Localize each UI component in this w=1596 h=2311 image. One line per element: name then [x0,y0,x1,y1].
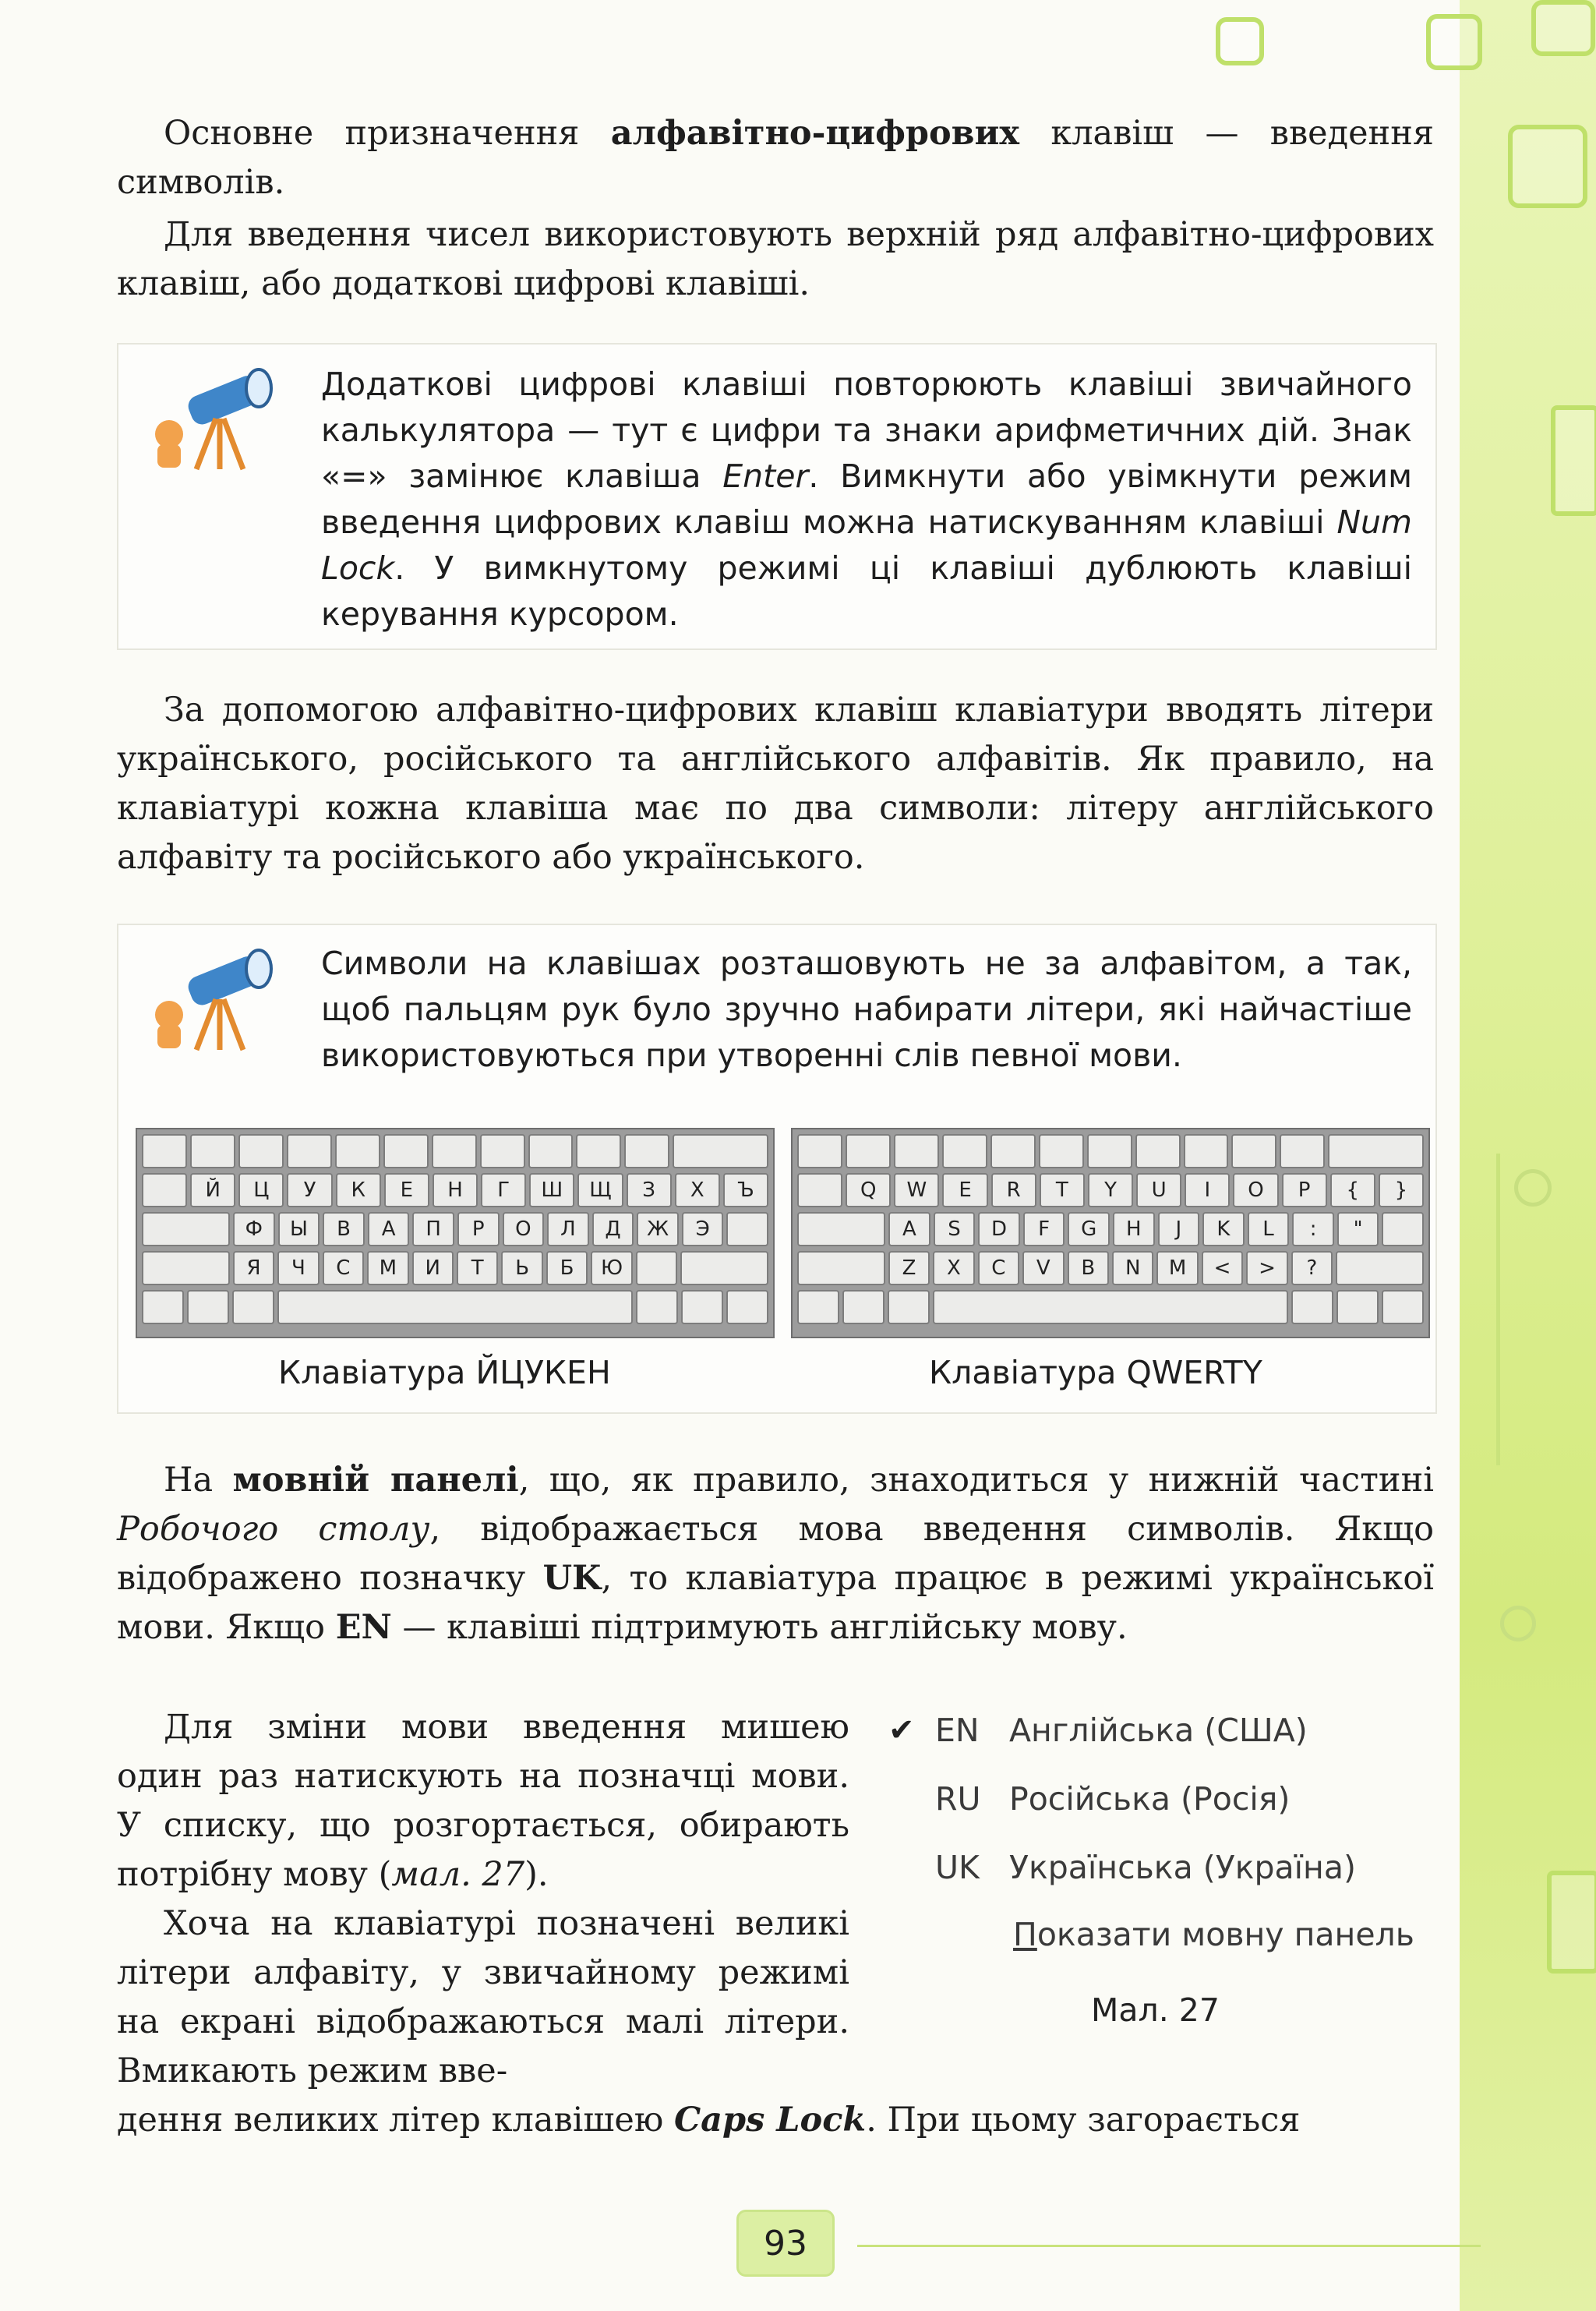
keyboard-key: Н [433,1173,478,1207]
keyboard-key: Ф [233,1212,275,1246]
note-box-numpad [117,343,1437,650]
keyboard-key [726,1290,768,1324]
key-name-numlock: Num Lock [321,504,1412,587]
keyboard-key [576,1134,621,1168]
keyboard-key: L [1248,1212,1290,1246]
keyboard-key: Ш [529,1173,574,1207]
keyboard-key [797,1251,885,1285]
language-code: UK [935,1849,980,1886]
keyboard-key: K [1202,1212,1245,1246]
keyboard-key: М [367,1251,408,1285]
keyboard-row-bottom [797,1251,1424,1285]
keyboard-key: O [1233,1173,1278,1207]
keyboard-key: F [1023,1212,1065,1246]
keyboard-key [432,1134,477,1168]
keyboard-key [1382,1212,1424,1246]
keyboard-key [1184,1134,1229,1168]
key-name-enter: Enter [722,458,809,495]
keyboard-key: S [934,1212,976,1246]
keyboard-key: Я [233,1251,274,1285]
keyboard-key: П [412,1212,454,1246]
page-number: 93 [736,2210,835,2277]
check-icon: ✔ [888,1712,915,1748]
keyboard-key [142,1251,230,1285]
decorative-line [857,2245,1481,2247]
keyboard-key: К [336,1173,381,1207]
language-name: Українська (Україна) [1009,1849,1356,1886]
keyboard-space-key [277,1290,632,1324]
keyboard-key [681,1290,723,1324]
decorative-line [1496,1154,1500,1465]
keyboard-key [528,1134,574,1168]
keyboard-key: Д [592,1212,634,1246]
decorative-circle [1514,1169,1552,1207]
keyboard-key: > [1246,1251,1287,1285]
keyboard-key: M [1156,1251,1198,1285]
keyboard-key [142,1134,187,1168]
keyboard-key: С [323,1251,364,1285]
paragraph-key-purpose: Основне призначення алфавітно-цифрових клавіш — введення символів. [117,114,1435,202]
keyboard-key [383,1134,429,1168]
keyboard-key [1328,1134,1424,1168]
keyboard-key: Ч [277,1251,319,1285]
telescope-mascot-icon [142,941,282,1058]
keyboard-key [1135,1134,1181,1168]
keyboard-key: Ж [637,1212,679,1246]
paragraph-alphabets: За допомогою алфавітно-цифрових клавіш клавіатури вводять літери українського, російського та англійського алфавітів. Як правило, на клавіатурі кожна клавіша має по два символи: літеру англійського алфавіту та російського або українського. [117,691,1434,877]
language-name: Англійська (США) [1009,1712,1308,1749]
keyboard-key: : [1292,1212,1334,1246]
keyboard-key: О [503,1212,545,1246]
keyboard-key: P [1282,1173,1327,1207]
keyboard-key [1336,1251,1424,1285]
decorative-square [1547,1871,1596,1974]
keyboard-key: Q [846,1173,891,1207]
keyboard-key [142,1212,230,1246]
keyboard-key: Ц [238,1173,284,1207]
keyboard-key [894,1134,939,1168]
keyboard-row-top [142,1173,768,1207]
keyboard-key: T [1040,1173,1085,1207]
note-text-numpad: Додаткові цифрові клавіші повторюють клавіші звичайного калькулятора — тут є цифри та знаки арифметичних дій. Знак «=» замінює клавіша Enter. Вимкнути або увімкнути режим введення цифрових клавіш можна натискуванням клавіші Num Lock. У вимкнутому режимі ці клавіші дублюють клавіші керування курсором. [321,366,1412,633]
note-text-layout: Символи на клавішах розташовують не за алфавітом, а так, щоб пальцям рук було зручно набирати літери, які найчастіше використовуються при утворенні слів певної мови. [321,945,1412,1074]
keyboard-key: E [942,1173,987,1207]
keyboard-space-key [933,1290,1287,1324]
caption-jcuken: Клавіатура ЙЦУКЕН [278,1354,611,1391]
figure-caption: Мал. 27 [1091,1991,1220,2029]
keyboard-key: Т [457,1251,498,1285]
keyboard-key [1087,1134,1132,1168]
keyboard-key: И [412,1251,454,1285]
keyboard-key: G [1068,1212,1110,1246]
key-name-capslock: Caps Lock [673,2101,867,2140]
language-code: RU [935,1780,981,1818]
paragraph-change-language: Для зміни мови введення мишею один раз натискують на позначці мови. У списку, що розгортається, обирають потрібну мову (мал. 27). [117,1708,849,1894]
keyboard-key [673,1134,768,1168]
keyboard-key: Г [481,1173,526,1207]
keyboard-key: Й [190,1173,235,1207]
caption-qwerty: Клавіатура QWERTY [929,1354,1262,1391]
telescope-mascot-icon [142,360,282,477]
keyboard-key: А [368,1212,410,1246]
keyboard-key [232,1290,274,1324]
paragraph-caps-lock: дення великих літер клавішею Caps Lock. При цьому загорається [117,2101,1301,2140]
language-code: EN [935,1712,980,1749]
keyboard-key: В [323,1212,365,1246]
keyboard-key [846,1134,891,1168]
keyboard-key [636,1251,677,1285]
keyboard-key: D [978,1212,1020,1246]
keyboard-key: З [627,1173,672,1207]
keyboard-key [335,1134,380,1168]
keyboard-key [888,1290,930,1324]
keyboard-key: C [978,1251,1019,1285]
language-option-en[interactable] [888,1707,1308,1754]
keyboard-key [187,1290,229,1324]
keyboard-key: Х [675,1173,720,1207]
keyboard-key: Е [384,1173,429,1207]
keyboard-key [1336,1290,1379,1324]
keyboard-key: ? [1291,1251,1333,1285]
decorative-square [1551,405,1596,516]
keyboard-key: Ы [278,1212,320,1246]
keyboard-key [190,1134,235,1168]
note-box-keyboard-layout [117,924,1437,1414]
keyboard-key: A [888,1212,930,1246]
figure-reference: мал. 27 [391,1855,525,1894]
keyboard-key: { [1330,1173,1375,1207]
keyboard-key: B [1068,1251,1109,1285]
decorative-square [1426,14,1482,70]
keyboard-key: U [1136,1173,1181,1207]
bold-term: алфавітно-цифрових [610,114,1020,153]
keyboard-key [1382,1290,1424,1324]
keyboard-key [680,1251,768,1285]
keyboard-key [624,1134,669,1168]
keyboard-key [842,1290,885,1324]
keyboard-key [142,1290,184,1324]
paragraph-number-input: Для введення чисел використовують верхній ряд алфавітно-цифрових клавіш, або додаткові цифрові клавіші. [117,215,1434,303]
keyboard-key: I [1185,1173,1230,1207]
keyboard-key [726,1212,768,1246]
keyboard-key [142,1173,187,1207]
keyboard-key: H [1113,1212,1155,1246]
keyboard-qwerty-image [791,1128,1430,1338]
keyboard-row-top [797,1173,1424,1207]
decorative-circle [1500,1606,1536,1641]
keyboard-number-row [142,1134,768,1168]
language-name: Російська (Росія) [1009,1780,1291,1818]
keyboard-key: Л [547,1212,589,1246]
decorative-square [1531,0,1595,56]
keyboard-key [797,1134,842,1168]
keyboard-key [1039,1134,1084,1168]
keyboard-key [1291,1290,1333,1324]
keyboard-key [238,1134,284,1168]
keyboard-key: } [1379,1173,1424,1207]
keyboard-row-space [797,1290,1424,1324]
show-language-bar-item[interactable]: Показати мовну панель [1013,1916,1414,1953]
keyboard-key: Y [1088,1173,1133,1207]
keyboard-key: W [894,1173,939,1207]
keyboard-key [480,1134,525,1168]
keyboard-row-bottom [142,1251,768,1285]
decorative-square [1216,17,1264,65]
keyboard-key: " [1337,1212,1379,1246]
keyboard-key: Ь [501,1251,542,1285]
decorative-square [1508,125,1587,208]
paragraph-lowercase: Хоча на клавіатурі позначені великі літери алфавіту, у звичайному режимі на екрані відображаються малі літери. Вмикають режим вве- [117,1904,849,2090]
keyboard-key [797,1173,842,1207]
keyboard-key [797,1212,885,1246]
keyboard-key: У [287,1173,332,1207]
keyboard-key: < [1202,1251,1243,1285]
language-menu-figure [888,1707,1449,2050]
keyboard-key [942,1134,987,1168]
keyboard-key: V [1022,1251,1064,1285]
keyboard-key [797,1290,839,1324]
keyboard-key: R [991,1173,1036,1207]
keyboard-row-home [142,1212,768,1246]
keyboard-key [636,1290,678,1324]
keyboard-key: Щ [577,1173,623,1207]
keyboard-row-space [142,1290,768,1324]
keyboard-key: J [1158,1212,1200,1246]
keyboard-jcuken-image [136,1128,775,1338]
keyboard-key [287,1134,332,1168]
keyboard-key: X [933,1251,974,1285]
keyboard-key: N [1112,1251,1153,1285]
keyboard-key [1280,1134,1325,1168]
keyboard-row-home [797,1212,1424,1246]
keyboard-key [1231,1134,1276,1168]
paragraph-language-bar: На мовній панелі, що, як правило, знаходиться у нижній частині Робочого столу, відображається мова введення символів. Якщо відображено позначку UK, то клавіатура працює в режимі української мови. Якщо EN — клавіші підтримують англійську мову. [117,1461,1435,1647]
keyboard-key: Р [457,1212,500,1246]
keyboard-key: Ю [591,1251,632,1285]
keyboard-key: Z [888,1251,930,1285]
keyboard-key: Э [682,1212,724,1246]
keyboard-key: Ъ [723,1173,768,1207]
language-option-uk[interactable] [888,1844,1356,1891]
keyboard-key [990,1134,1036,1168]
keyboard-number-row [797,1134,1424,1168]
keyboard-key: Б [546,1251,588,1285]
language-option-ru[interactable] [888,1776,1290,1822]
